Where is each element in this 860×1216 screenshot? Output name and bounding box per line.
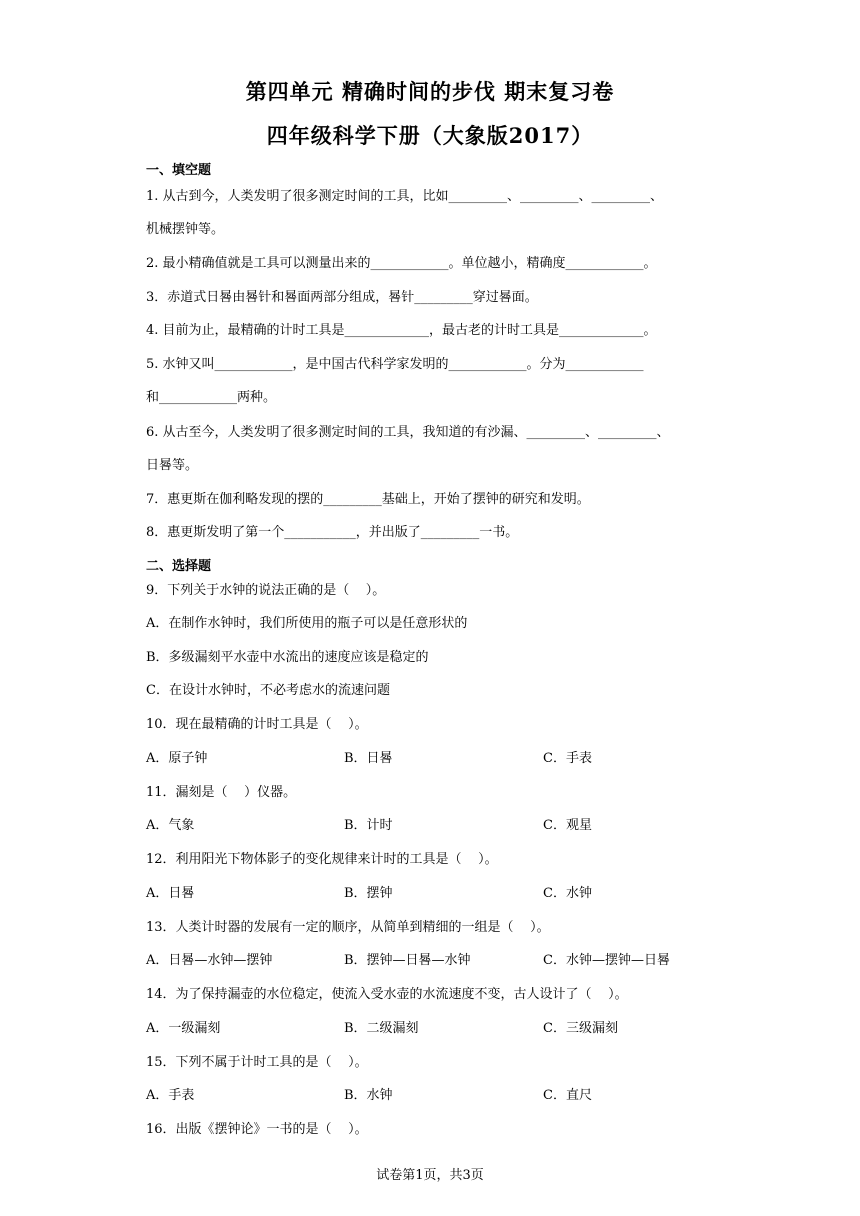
question-stem: 15．下列不属于计时工具的是（ ）。 — [146, 1055, 368, 1070]
answer-option-b: B．摆钟 — [344, 886, 393, 901]
answer-option-b: B．二级漏刻 — [344, 1021, 419, 1036]
question-line: 2. 最小精确值就是工具可以测量出来的____________。单位越小，精确度____________。 — [146, 256, 657, 271]
answer-option-a: A．气象 — [146, 818, 195, 833]
answer-option-a: A．日晷—水钟—摆钟 — [146, 953, 273, 968]
answer-option-c: C．水钟—摆钟—日晷 — [543, 953, 670, 968]
section-heading-multiple-choice: 二、选择题 — [146, 559, 212, 574]
page-title: 第四单元 精确时间的步伐 期末复习卷 — [245, 79, 615, 104]
answer-option-c: C．直尺 — [543, 1088, 592, 1103]
question-stem: 9．下列关于水钟的说法正确的是（ ）。 — [146, 583, 386, 598]
answer-option-c: C．观星 — [543, 818, 592, 833]
question-stem: 11．漏刻是（ ）仪器。 — [146, 785, 297, 800]
answer-option-b: B．日晷 — [344, 751, 393, 766]
question-line: 4. 目前为止，最精确的计时工具是_____________，最古老的计时工具是_____________。 — [146, 323, 657, 338]
question-line: 7．惠更斯在伽利略发现的摆的_________基础上，开始了摆钟的研究和发明。 — [146, 492, 590, 507]
question-line: 机械摆钟等。 — [146, 222, 225, 237]
answer-option-c: C．三级漏刻 — [543, 1021, 618, 1036]
answer-option-b: B．计时 — [344, 818, 393, 833]
answer-option-a: A．日晷 — [146, 886, 195, 901]
question-line: 和____________两种。 — [146, 390, 277, 405]
question-stem: 10．现在最精确的计时工具是（ ）。 — [146, 717, 368, 732]
question-line: 日晷等。 — [146, 458, 199, 473]
answer-option-a: A．原子钟 — [146, 751, 208, 766]
answer-option-a: A．手表 — [146, 1088, 195, 1103]
question-line: 3．赤道式日晷由晷针和晷面两部分组成，晷针_________穿过晷面。 — [146, 290, 538, 305]
page-number-footer: 试卷第1页，共3页 — [376, 1168, 484, 1183]
question-stem: 16．出版《摆钟论》一书的是（ ）。 — [146, 1122, 368, 1137]
answer-option-b: B．水钟 — [344, 1088, 393, 1103]
answer-option: C．在设计水钟时，不必考虑水的流速问题 — [146, 683, 390, 698]
answer-option-c: C．水钟 — [543, 886, 592, 901]
question-line: 8．惠更斯发明了第一个___________，并出版了_________一书。 — [146, 525, 519, 540]
question-line: 5. 水钟又叫____________，是中国古代科学家发明的____________。分为____________ — [146, 357, 644, 372]
page-subtitle: 四年级科学下册（大象版2017） — [266, 123, 594, 148]
answer-option-a: A．一级漏刻 — [146, 1021, 221, 1036]
question-line: 1. 从古到今，人类发明了很多测定时间的工具，比如_________、_________、_________、 — [146, 189, 664, 204]
answer-option-c: C．手表 — [543, 751, 592, 766]
answer-option: B．多级漏刻平水壶中水流出的速度应该是稳定的 — [146, 650, 429, 665]
question-stem: 14．为了保持漏壶的水位稳定，使流入受水壶的水流速度不变，古人设计了（ ）。 — [146, 987, 628, 1002]
question-stem: 12．利用阳光下物体影子的变化规律来计时的工具是（ ）。 — [146, 852, 498, 867]
answer-option-b: B．摆钟—日晷—水钟 — [344, 953, 471, 968]
answer-option: A．在制作水钟时，我们所使用的瓶子可以是任意形状的 — [146, 616, 468, 631]
question-stem: 13．人类计时器的发展有一定的顺序，从简单到精细的一组是（ ）。 — [146, 920, 550, 935]
section-heading-fill-in: 一、填空题 — [146, 163, 212, 178]
question-line: 6. 从古至今，人类发明了很多测定时间的工具，我知道的有沙漏、_________、_________、 — [146, 425, 670, 440]
